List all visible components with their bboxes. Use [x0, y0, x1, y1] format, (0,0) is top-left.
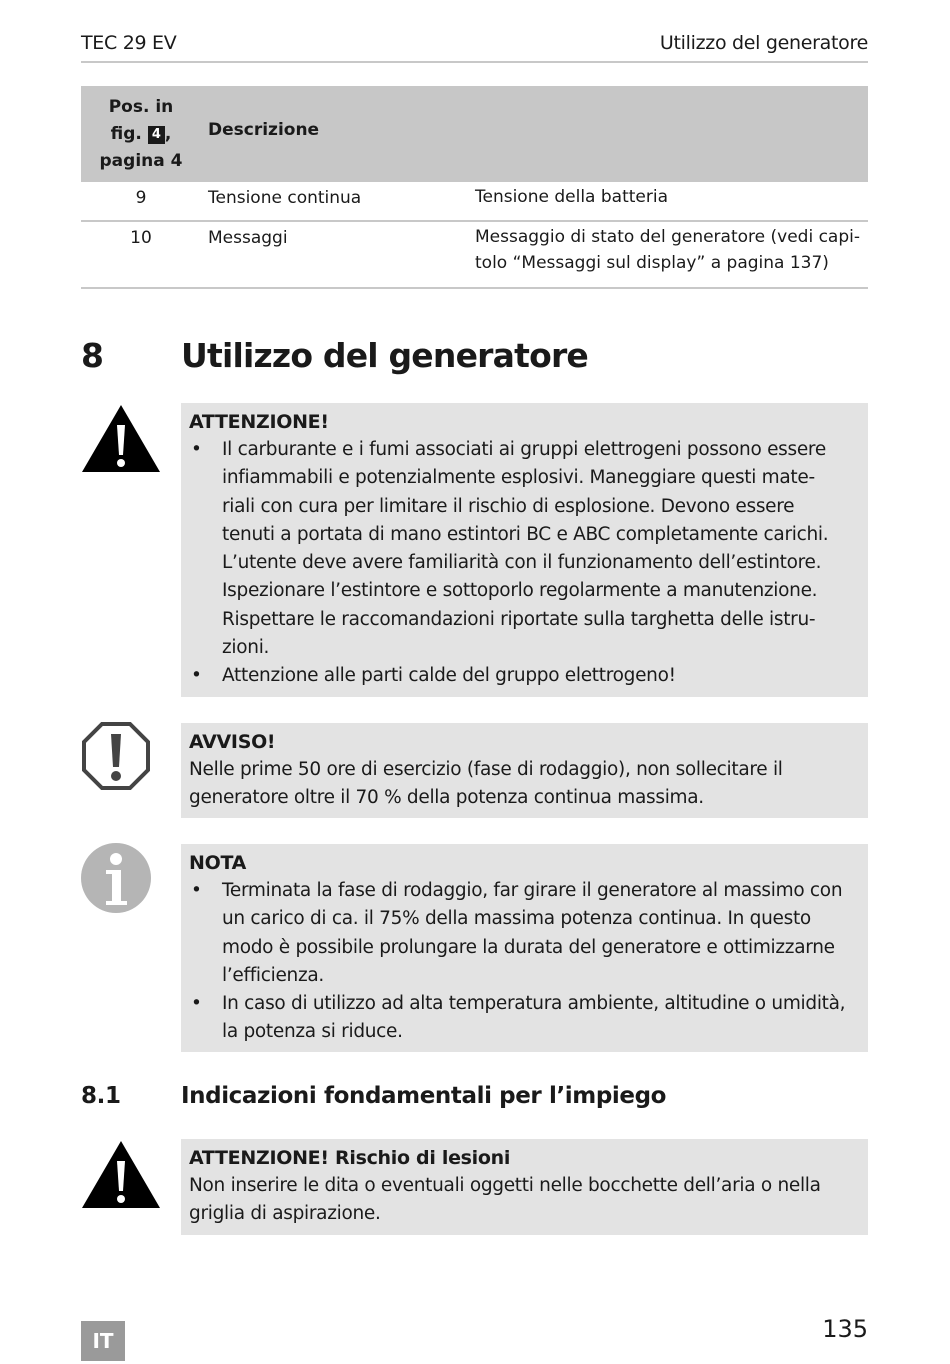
language-tab: IT [81, 1321, 125, 1361]
table-header [81, 86, 868, 182]
notice-box [181, 723, 868, 818]
text-line: modo è possibile prolungare la durata del generatore e ottimizzarne [222, 936, 835, 958]
text-line: riali con cura per limitare il rischio di esplosione. Devono essere [222, 495, 795, 517]
row-detail: Tensione della batteria [475, 187, 668, 207]
table-row [81, 182, 868, 222]
row-description: Messaggi [208, 228, 288, 248]
header-model: TEC 29 EV [81, 32, 177, 54]
warning-triangle-icon [81, 403, 161, 473]
column-header-pos-line2 [81, 121, 201, 148]
column-header-description: Descrizione [208, 120, 320, 140]
text-line: l’efficienza. [222, 964, 325, 986]
warning-title: ATTENZIONE! Rischio di lesioni [189, 1147, 511, 1169]
warning-title: ATTENZIONE! [189, 411, 329, 433]
column-header-position [81, 94, 201, 175]
subsection-title: Indicazioni fondamentali per l’impiego [181, 1083, 667, 1109]
note-list [189, 877, 860, 1047]
list-item [189, 990, 860, 1047]
text-line: tenuti a portata di mano estintori BC e ABC completamente carichi. [222, 523, 829, 545]
info-icon [81, 843, 151, 913]
bullet: • [191, 439, 202, 460]
row-description: Tensione continua [208, 188, 362, 208]
text-line: generatore oltre il 70 % della potenza continua massima. [189, 787, 704, 809]
text-line: griglia di aspirazione. [189, 1203, 381, 1225]
warning-list [189, 436, 860, 691]
column-header-pos-line1: Pos. in [108, 97, 174, 117]
fig-label: fig. [110, 124, 142, 144]
text-line: Terminata la fase di rodaggio, far girare il generatore al massimo con [222, 880, 843, 901]
row-detail-line: Messaggio di stato del generatore (vedi capi- [475, 227, 860, 247]
header-chapter: Utilizzo del generatore [659, 32, 868, 54]
warning-triangle-icon [81, 1139, 161, 1209]
notice-title: AVVISO! [189, 731, 276, 753]
text-line: L’utente deve avere familiarità con il funzionamento dell’estintore. [222, 552, 822, 574]
page-number: 135 [822, 1315, 868, 1343]
display-elements-table [81, 86, 868, 289]
row-detail [475, 224, 865, 276]
text-line: zioni. [222, 637, 270, 659]
text-line: Ispezionare l’estintore e sottoporlo regolarmente a manutenzione. [222, 580, 818, 602]
list-item [189, 662, 860, 690]
text-line: la potenza si riduce. [222, 1021, 403, 1043]
row-position: 9 [135, 188, 147, 208]
section-title: Utilizzo del generatore [181, 336, 589, 375]
warning-box [181, 403, 868, 697]
text-line: infiammabili e potenzialmente esplosivi. Maneggiare questi mate- [222, 467, 815, 489]
note-title: NOTA [189, 852, 247, 874]
text-line: un carico di ca. il 75% della massima potenza continua. In questo [222, 908, 811, 930]
row-detail-line: tolo “Messaggi sul display” a pagina 137) [475, 253, 829, 273]
table-row [81, 222, 868, 289]
bullet: • [191, 993, 202, 1015]
text-line: Non inserire le dita o eventuali oggetti nelle bocchette dell’aria o nella [189, 1175, 821, 1196]
list-item [189, 877, 860, 990]
notice-octagon-icon [81, 721, 151, 791]
running-header [81, 30, 868, 63]
text-line: Il carburante e i fumi associati ai gruppi elettrogeni possono essere [222, 439, 826, 460]
text-line: Rispettare le raccomandazioni riportate sulla targhetta delle istru- [222, 608, 816, 630]
text-line: Nelle prime 50 ore di esercizio (fase di rodaggio), non sollecitare il [189, 759, 783, 780]
column-header-pos-line3: pagina 4 [99, 151, 183, 171]
list-item [189, 436, 860, 662]
fig-comma: , [164, 124, 172, 144]
section-number: 8 [81, 336, 104, 375]
warning-box [181, 1139, 868, 1235]
row-position: 10 [130, 228, 152, 248]
note-box [181, 844, 868, 1052]
subsection-number: 8.1 [81, 1083, 121, 1109]
bullet: • [191, 880, 202, 901]
bullet: • [191, 665, 202, 687]
text-line: In caso di utilizzo ad alta temperatura ambiente, altitudine o umidità, [222, 993, 846, 1015]
figure-reference-badge: 4 [148, 126, 165, 144]
text-line: Attenzione alle parti calde del gruppo elettrogeno! [222, 665, 676, 687]
